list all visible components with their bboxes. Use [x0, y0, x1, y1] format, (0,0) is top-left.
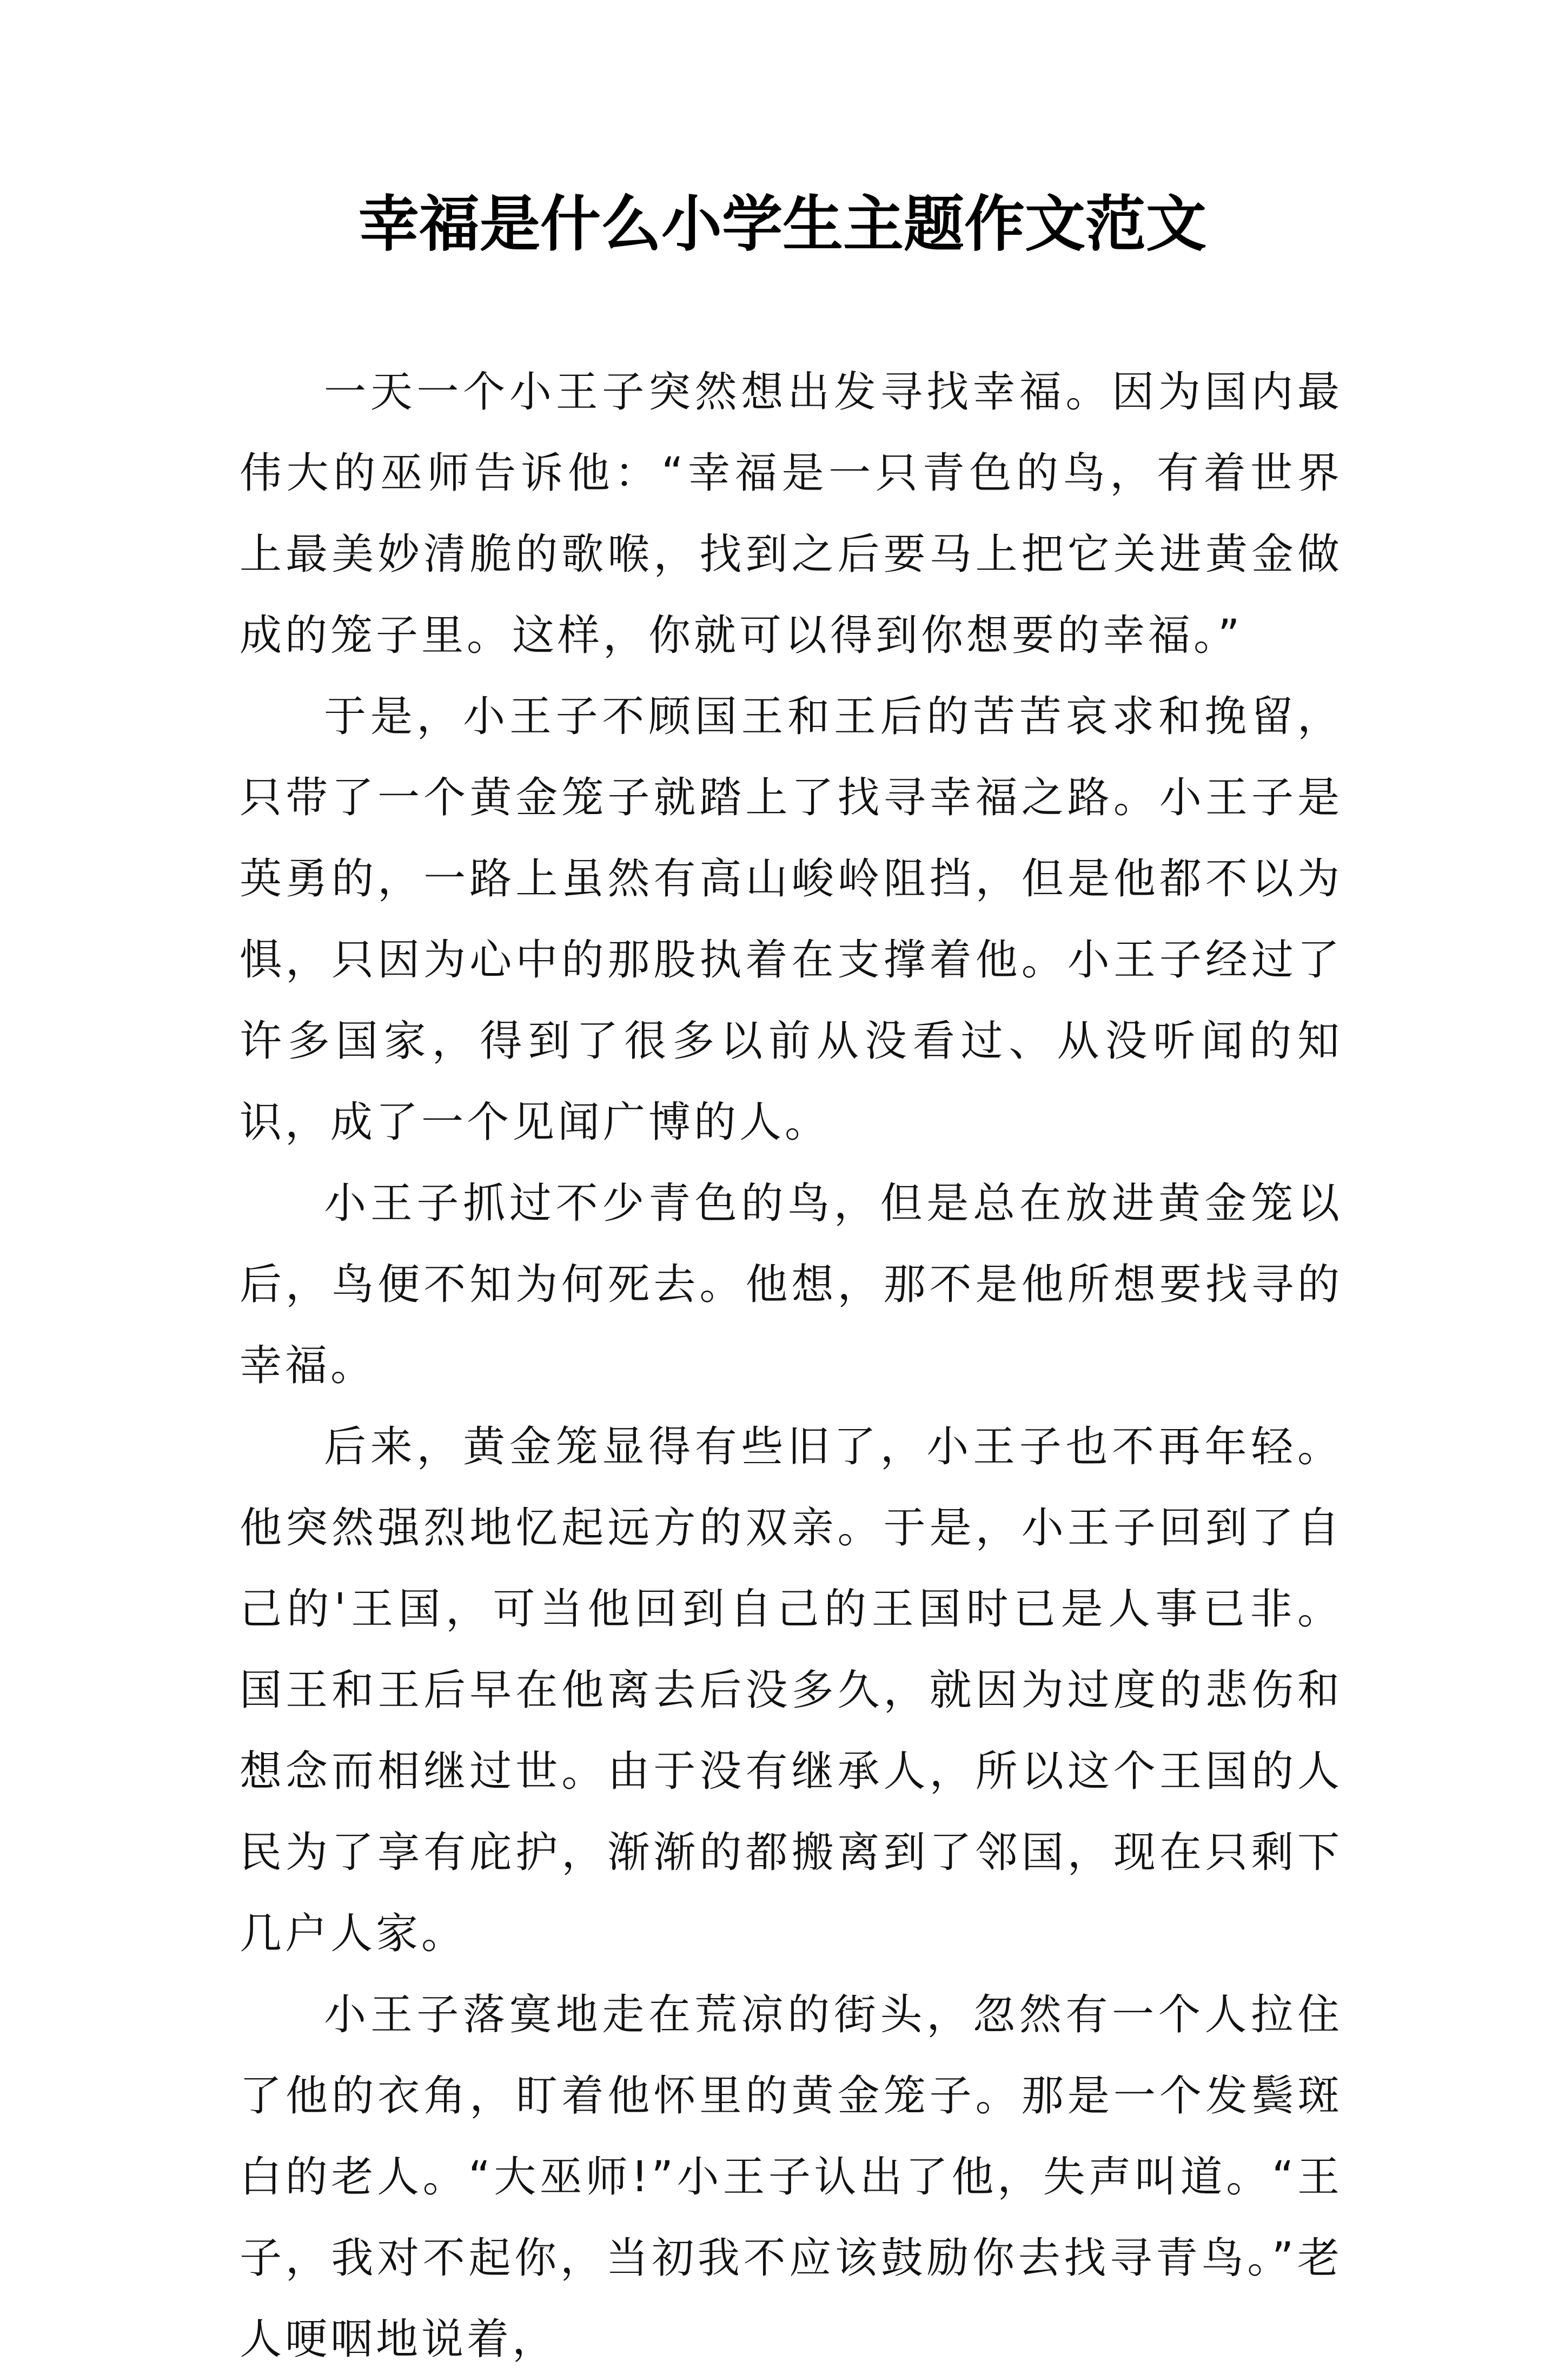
document-body: [240, 352, 1343, 2380]
paragraph: 于是，小王子不顾国王和王后的苦苦哀求和挽留，只带了一个黄金笼子就踏上了找寻幸福之路。小王子是英勇的，一路上虽然有高山峻岭阻挡，但是他都不以为惧，只因为心中的那股执着在支撑着他。小王子经过了许多国家，得到了很多以前从没看过、从没听闻的知识，成了一个见闻广博的人。: [240, 692, 1343, 1147]
paragraph: 一天一个小王子突然想出发寻找幸福。因为国内最伟大的巫师告诉他：“幸福是一只青色的鸟，有着世界上最美妙清脆的歌喉，找到之后要马上把它关进黄金做成的笼子里。这样，你就可以得到你想要的幸福。”: [240, 368, 1343, 660]
paragraph: 后来，黄金笼显得有些旧了，小王子也不再年轻。他突然强烈地忆起远方的双亲。于是，小王子回到了自己的'王国，可当他回到自己的王国时已是人事已非。国王和王后早在他离去后没多久，就因为过度的悲伤和想念而相继过世。由于没有继承人，所以这个王国的人民为了享有庇护，渐渐的都搬离到了邻国，现在只剩下几户人家。: [240, 1423, 1343, 1958]
paragraph: 小王子落寞地走在荒凉的街头，忽然有一个人拉住了他的衣角，盯着他怀里的黄金笼子。那是一个发鬓斑白的老人。“大巫师!”小王子认出了他，失声叫道。“王子，我对不起你，当初我不应该鼓励你去找寻青鸟。”老人哽咽地说着，: [240, 1991, 1343, 2364]
document-title: 幸福是什么小学生主题作文范文: [359, 189, 1206, 260]
paragraph: 小王子抓过不少青色的鸟，但是总在放进黄金笼以后，鸟便不知为何死去。他想，那不是他所想要找寻的幸福。: [240, 1179, 1343, 1390]
